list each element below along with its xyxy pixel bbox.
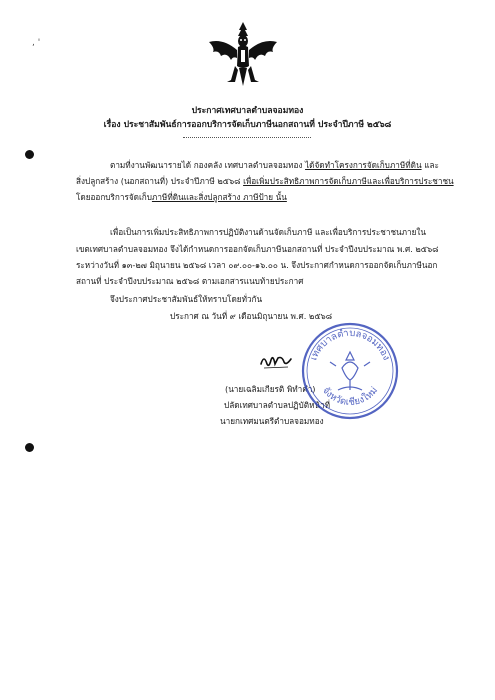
seal-text-top: เทศบาลตำบลจอมทอง (308, 327, 392, 362)
garuda-emblem (205, 20, 281, 90)
signatory-name: (นายเฉลิมเกียรติ พิทำคำ) (225, 384, 316, 394)
signatory-acting-role: นายกเทศมนตรีตำบลจอมทอง (220, 416, 324, 426)
binder-hole-bottom (25, 443, 34, 452)
scan-mark: , ' (32, 38, 41, 48)
paragraph2-line2: เขตเทศบาลตำบลจอมทอง จึงได้กำหนดการออกจัดเก็บภาษีนอกสถานที่ ประจำปีงบประมาณ พ.ศ. ๒๕๖๘ (76, 244, 439, 254)
signatory-position: ปลัดเทศบาลตำบลปฏิบัติหน้าที่ (224, 400, 331, 410)
title-divider (183, 137, 311, 138)
paragraph2-line3: ระหว่างวันที่ ๑๓-๒๗ มิถุนายน ๒๕๖๘ เวลา ๐๙.๐๐-๑๖.๐๐ น. จึงประกาศกำหนดการออกจัดเก็บภาษีนอก (76, 260, 438, 270)
paragraph2-line1: เพื่อเป็นการเพิ่มประสิทธิภาพการปฏิบัติงานด้านจัดเก็บภาษี และเพื่อบริการประชาชนภายใน (110, 227, 426, 237)
seal-text-bottom: จังหวัดเชียงใหม่ (319, 385, 381, 409)
handwritten-signature (258, 350, 294, 372)
closing-statement: จึงประกาศประชาสัมพันธ์ให้ทราบโดยทั่วกัน (110, 294, 263, 304)
paragraph1-line1: ตามที่งานพัฒนารายได้ กองคลัง เทศบาลตำบลจอมทอง ได้จัดทำโครงการจัดเก็บภาษีที่ดิน และ (110, 160, 439, 170)
official-seal-stamp (298, 320, 402, 422)
announcement-date: ประกาศ ณ วันที่ ๙ เดือนมิถุนายน พ.ศ. ๒๕๖๘ (170, 311, 333, 321)
binder-hole-top (25, 150, 34, 159)
paragraph2-line4: สถานที่ ประจำปีงบประมาณ ๒๕๖๘ ตามเอกสารแนบท้ายประกาศ (76, 276, 304, 286)
announcement-subject: เรื่อง ประชาสัมพันธ์การออกบริการจัดเก็บภาษีนอกสถานที่ ประจำปีภาษี ๒๕๖๘ (103, 120, 392, 130)
paragraph1-line2: สิ่งปลูกสร้าง (นอกสถานที่) ประจำปีภาษี ๒๕๖๘ เพื่อเพิ่มประสิทธิภาพการจัดเก็บภาษีและเพื่อบริการประชาชน (76, 176, 454, 186)
announcement-issuer: ประกาศเทศบาลตำบลจอมทอง (191, 106, 304, 116)
paragraph1-line3: โดยออกบริการจัดเก็บภาษีที่ดินและสิ่งปลูกสร้าง ภาษีป้าย นั้น (76, 192, 287, 202)
